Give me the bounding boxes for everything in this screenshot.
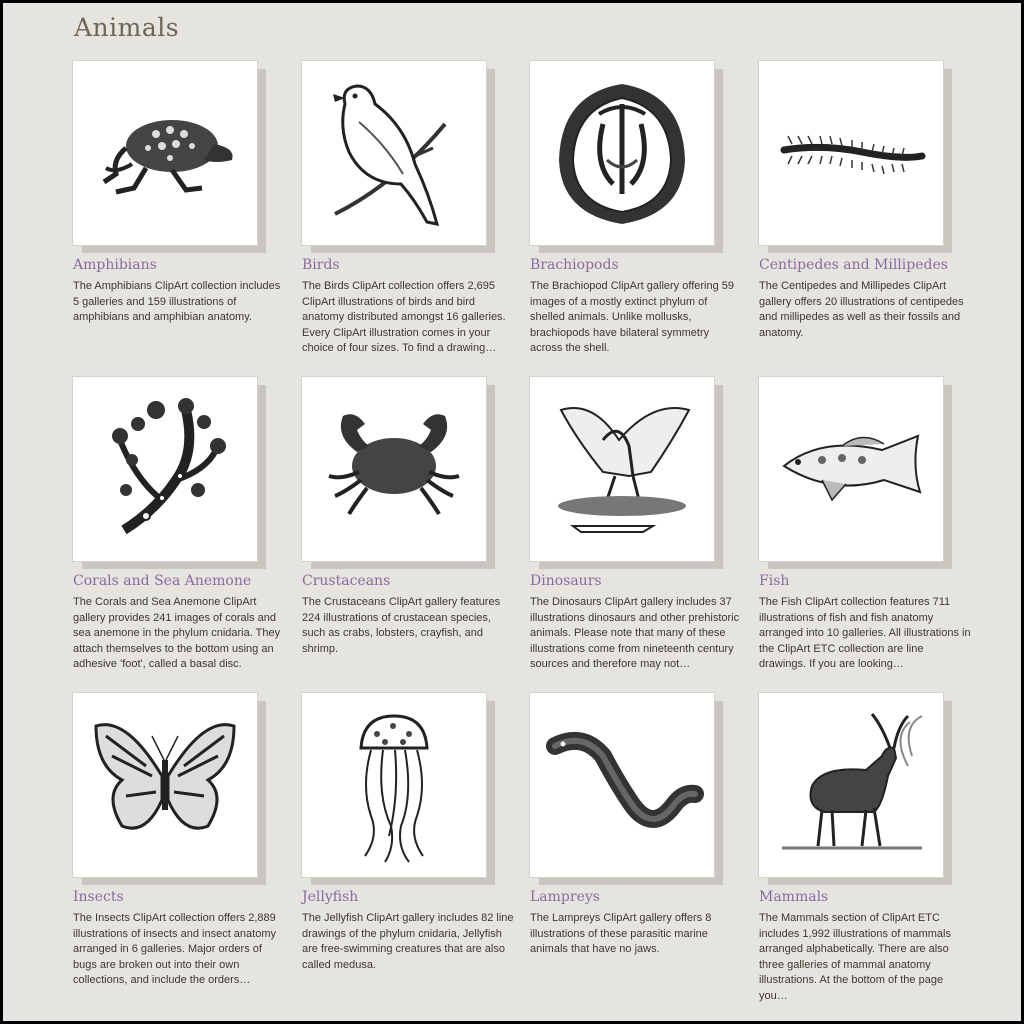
card-title[interactable]: Dinosaurs xyxy=(530,573,602,589)
coral-icon xyxy=(76,380,254,558)
centipede-icon xyxy=(762,64,940,242)
card-description: The Dinosaurs ClipArt gallery includes 37 illustrations dinosaurs and other prehistoric animals. Please note that many of these illustrations come from nineteenth century sources and therefore may not… xyxy=(530,596,740,671)
card-title[interactable]: Jellyfish xyxy=(302,889,359,905)
card-title[interactable]: Insects xyxy=(73,889,124,905)
card-thumbnail[interactable] xyxy=(759,61,943,245)
fish-icon xyxy=(762,380,940,558)
card-thumbnail[interactable] xyxy=(73,61,257,245)
card-thumbnail[interactable] xyxy=(530,61,714,245)
bird-on-branch-icon xyxy=(305,64,483,242)
lamprey-icon xyxy=(533,696,711,874)
amphibian-toad-icon xyxy=(76,64,254,242)
card-description: The Centipedes and Millipedes ClipArt gallery offers 20 illustrations of centipedes and millipedes as well as their fossils and anatomy. xyxy=(759,280,964,339)
crab-icon xyxy=(305,380,483,558)
card-description: The Brachiopod ClipArt gallery offering 59 images of a mostly extinct phylum of shelled animals. Unlike mollusks, brachiopods have bilateral symmetry across the shell. xyxy=(530,280,735,355)
card-thumbnail[interactable] xyxy=(530,693,714,877)
card-description: The Jellyfish ClipArt gallery includes 82 line drawings of the phylum cnidaria, Jellyfish are free-swimming creatures that are also called medusa. xyxy=(302,912,514,971)
card-title[interactable]: Mammals xyxy=(759,889,829,905)
card-thumbnail[interactable] xyxy=(530,377,714,561)
card-description: The Crustaceans ClipArt gallery features 224 illustrations of crustacean species, such as crabs, lobsters, crayfish, and shrimp. xyxy=(302,596,501,655)
card-thumbnail[interactable] xyxy=(759,377,943,561)
card-title[interactable]: Crustaceans xyxy=(302,573,391,589)
card-title[interactable]: Lampreys xyxy=(530,889,600,905)
pterodactyl-icon xyxy=(533,380,711,558)
card-description: The Corals and Sea Anemone ClipArt gallery provides 241 images of corals and sea anemone in the phylum cnidaria. They attach themselves to the bottom using an adhesive 'foot', called a basal disc. xyxy=(73,596,281,671)
card-description: The Mammals section of ClipArt ETC includes 1,992 illustrations of mammals arranged alphabetically. There are also three galleries of mammal anatomy illustrations. At the bottom of the page you… xyxy=(759,912,951,1002)
page-frame xyxy=(3,3,1021,1021)
card-thumbnail[interactable] xyxy=(759,693,943,877)
page-title: Animals xyxy=(74,13,180,42)
jellyfish-icon xyxy=(305,696,483,874)
card-title[interactable]: Fish xyxy=(759,573,790,589)
card-thumbnail[interactable] xyxy=(73,377,257,561)
card-thumbnail[interactable] xyxy=(302,693,486,877)
card-description: The Lampreys ClipArt gallery offers 8 illustrations of these parasitic marine animals that have no jaws. xyxy=(530,912,712,956)
card-thumbnail[interactable] xyxy=(302,377,486,561)
card-thumbnail[interactable] xyxy=(302,61,486,245)
card-title[interactable]: Centipedes and Millipedes xyxy=(759,257,948,273)
card-title[interactable]: Birds xyxy=(302,257,340,273)
brachiopod-shell-icon xyxy=(533,64,711,242)
card-title[interactable]: Amphibians xyxy=(73,257,157,273)
card-description: The Amphibians ClipArt collection includes 5 galleries and 159 illustrations of amphibians and amphibian anatomy. xyxy=(73,280,281,324)
card-description: The Fish ClipArt collection features 711 illustrations of fish and fish anatomy arranged into 10 galleries. All illustrations in the ClipArt ETC collection are line drawings. If you are looking… xyxy=(759,596,971,671)
card-title[interactable]: Corals and Sea Anemone xyxy=(73,573,252,589)
card-thumbnail[interactable] xyxy=(73,693,257,877)
card-title[interactable]: Brachiopods xyxy=(530,257,619,273)
card-description: The Insects ClipArt collection offers 2,889 illustrations of insects and insect anatomy arranged in 6 galleries. Major orders of bugs are broken out into their own collections, and include the orders… xyxy=(73,912,276,987)
card-description: The Birds ClipArt collection offers 2,695 ClipArt illustrations of birds and bird anatomy distributed amongst 16 galleries. Every ClipArt illustration comes in your choice of four sizes. To find a drawing… xyxy=(302,280,506,355)
antelope-icon xyxy=(762,696,940,874)
butterfly-icon xyxy=(76,696,254,874)
